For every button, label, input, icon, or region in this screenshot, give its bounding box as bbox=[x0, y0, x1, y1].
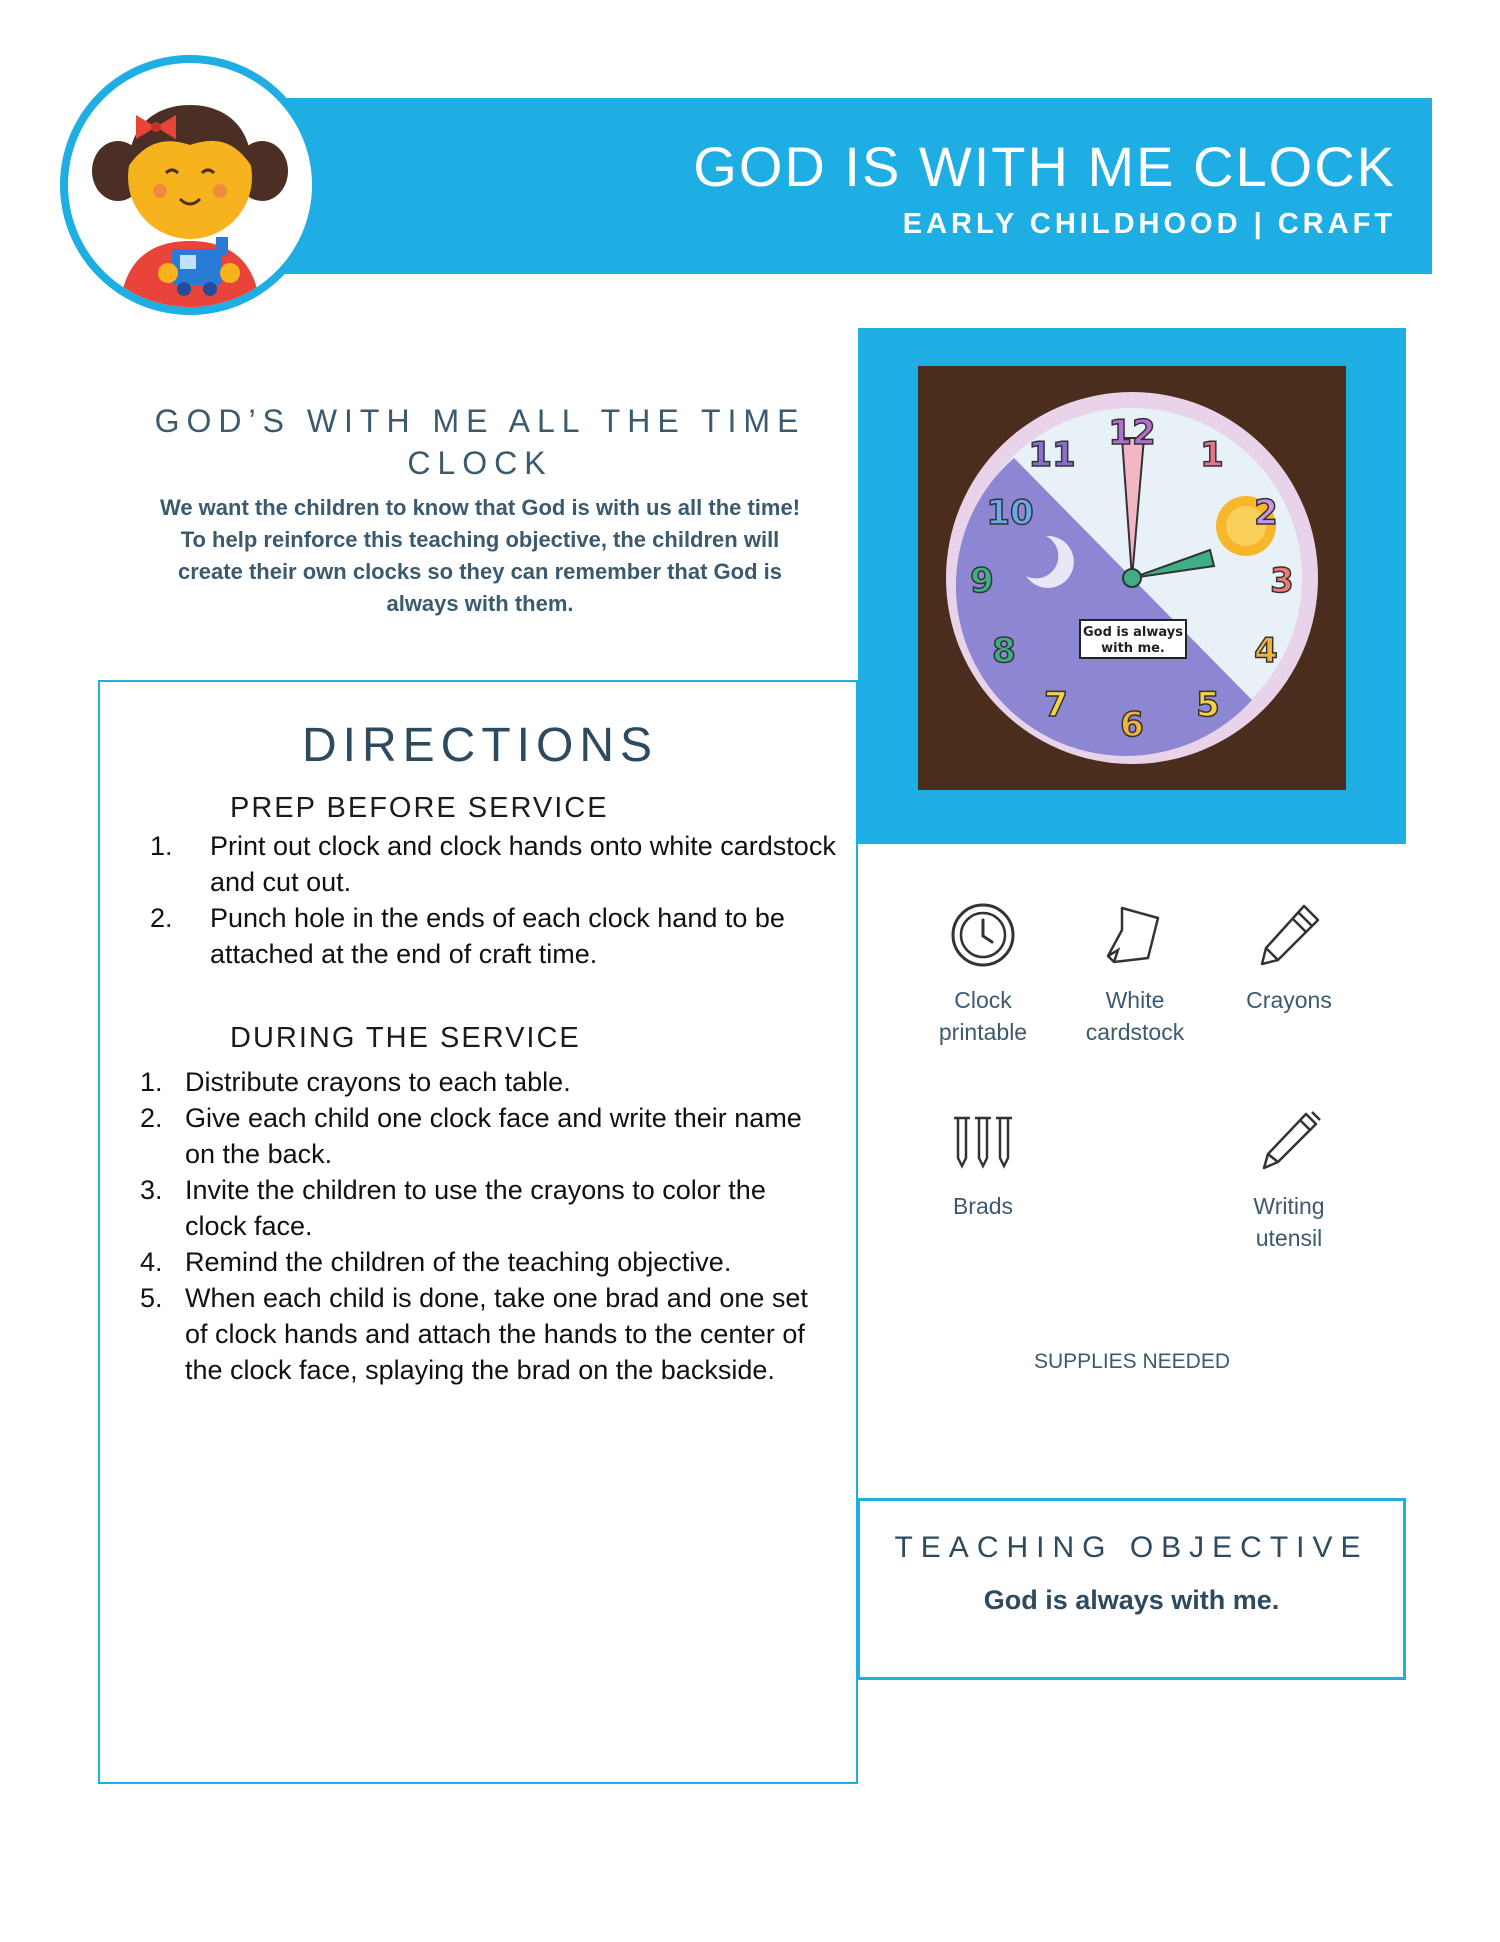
page-title: GOD IS WITH ME CLOCK bbox=[693, 135, 1396, 198]
craft-photo bbox=[918, 366, 1346, 790]
during-heading: DURING THE SERVICE bbox=[230, 1022, 581, 1054]
supply-brads: Brads bbox=[908, 1106, 1058, 1222]
clock-number: 1 bbox=[1200, 435, 1224, 475]
pen-icon bbox=[1254, 1106, 1324, 1176]
photo-caption-line1: God is always bbox=[1083, 625, 1183, 640]
intro-title-line1: GOD’S WITH ME ALL THE TIME bbox=[154, 403, 806, 439]
list-item: 2. Give each child one clock face and write their name on the back. bbox=[140, 1103, 802, 1169]
logo bbox=[60, 55, 320, 315]
photo-caption-line2: with me. bbox=[1101, 641, 1165, 656]
list-item: 5. When each child is done, take one brad and one set of clock hands and attach the hands to the center of the clock face, splaying the brad on the backside. bbox=[140, 1283, 808, 1385]
clock-number: 12 bbox=[1108, 413, 1156, 453]
clock-number: 3 bbox=[1270, 561, 1294, 601]
teaching-objective-text: God is always with me. bbox=[983, 1585, 1280, 1615]
clock-number: 7 bbox=[1044, 685, 1068, 725]
clock-number: 9 bbox=[970, 561, 994, 601]
clock-icon bbox=[948, 900, 1018, 970]
prep-heading: PREP BEFORE SERVICE bbox=[230, 792, 609, 824]
clock-number: 6 bbox=[1120, 705, 1144, 745]
clock-craft-image bbox=[918, 366, 1346, 790]
list-item: 4. Remind the children of the teaching objective. bbox=[140, 1247, 732, 1277]
during-steps bbox=[140, 1064, 820, 1388]
paper-icon bbox=[1100, 900, 1170, 970]
teaching-objective-box bbox=[858, 1498, 1406, 1680]
directions-title: DIRECTIONS bbox=[301, 719, 658, 772]
clock-number: 2 bbox=[1254, 493, 1278, 533]
supply-white-cardstock: White cardstock bbox=[1060, 900, 1210, 1048]
supplies-caption: SUPPLIES NEEDED bbox=[1033, 1350, 1231, 1373]
supply-clock-printable: Clock printable bbox=[908, 900, 1058, 1048]
craft-photo-frame bbox=[858, 328, 1406, 844]
supply-writing-utensil: Writing utensil bbox=[1214, 1106, 1364, 1254]
teaching-objective-title: TEACHING OBJECTIVE bbox=[894, 1531, 1369, 1564]
list-item: 2. Punch hole in the ends of each clock hand to be attached at the end of craft time. bbox=[150, 903, 785, 969]
list-item: 1. Print out clock and clock hands onto white cardstock and cut out. bbox=[150, 831, 836, 897]
child-with-toy-train-icon bbox=[68, 63, 312, 307]
clock-number: 10 bbox=[986, 493, 1034, 533]
list-item: 1. Distribute crayons to each table. bbox=[140, 1067, 571, 1097]
header-banner bbox=[270, 98, 1432, 274]
clock-number: 11 bbox=[1028, 435, 1076, 475]
brads-icon bbox=[948, 1106, 1018, 1176]
intro-text: We want the children to know that God is with us all the time! To help reinforce this teaching objective, the children will create their own clocks so they can remember that God is always with them. bbox=[159, 495, 801, 616]
intro-title-line2: CLOCK bbox=[407, 445, 553, 481]
clock-number: 8 bbox=[992, 631, 1016, 671]
page-subtitle: EARLY CHILDHOOD | CRAFT bbox=[902, 208, 1396, 240]
intro-title bbox=[150, 400, 810, 484]
crayon-icon bbox=[1254, 900, 1324, 970]
list-item: 3. Invite the children to use the crayons to color the clock face. bbox=[140, 1175, 766, 1241]
supply-crayons: Crayons bbox=[1214, 900, 1364, 1016]
prep-steps bbox=[150, 828, 840, 972]
clock-number: 4 bbox=[1254, 631, 1278, 671]
clock-number: 5 bbox=[1196, 685, 1220, 725]
